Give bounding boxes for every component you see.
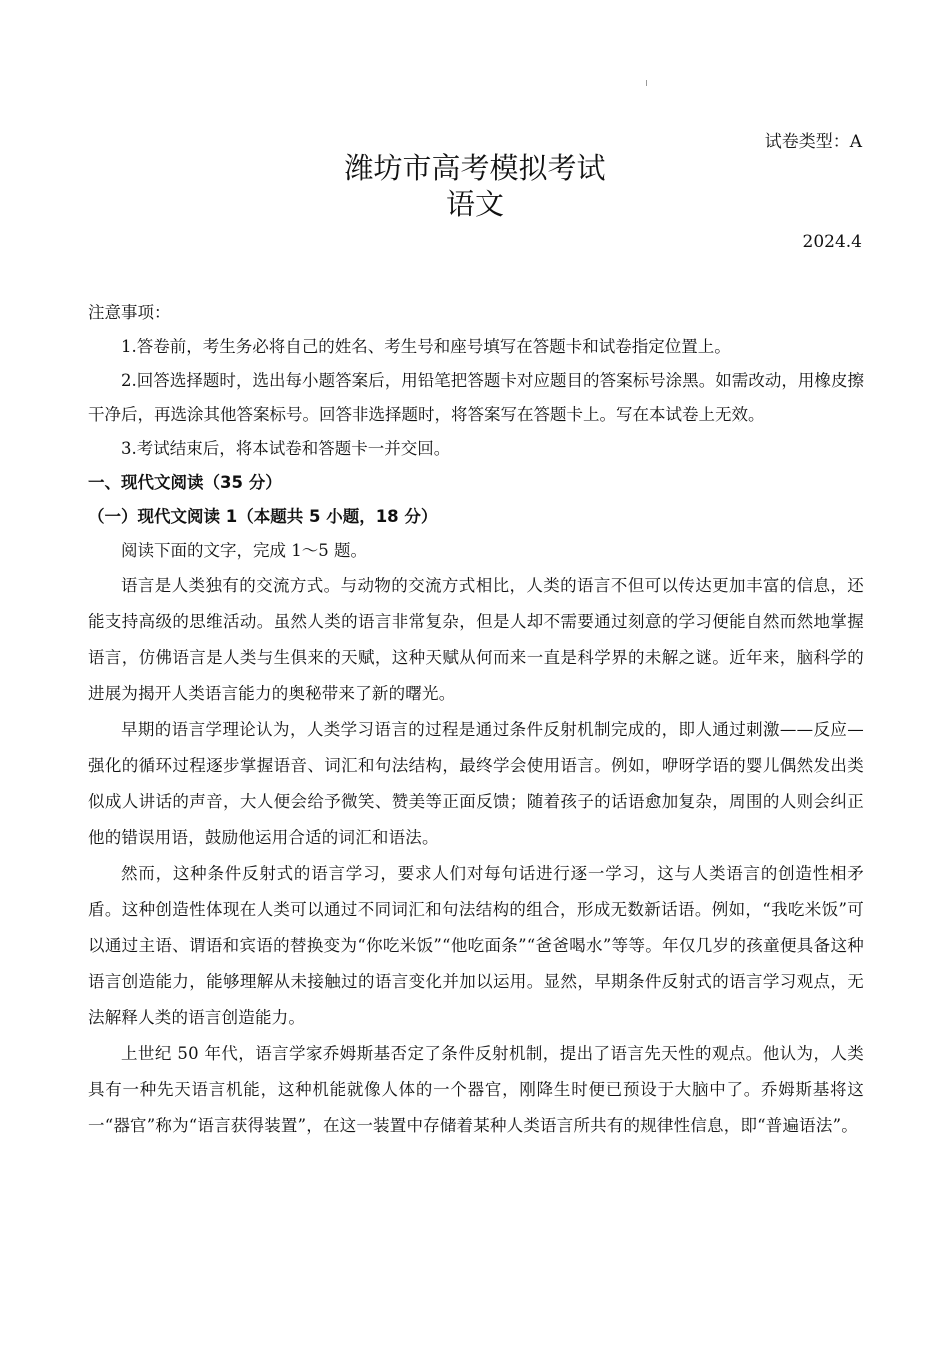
exam-date: 2024.4 — [802, 232, 862, 252]
exam-subject: 语文 — [445, 187, 504, 221]
paper-type-label: 试卷类型：A — [764, 132, 862, 152]
notice-heading: 注意事项： — [88, 303, 171, 322]
exam-content — [88, 296, 864, 1144]
print-mark — [646, 80, 647, 86]
notice-item-3: 3.考试结束后，将本试卷和答题卡一并交回。 — [121, 439, 451, 458]
section-heading: 一、现代文阅读（35 分） — [88, 473, 282, 492]
passage-paragraph-3: 然而，这种条件反射式的语言学习，要求人们对每句话进行逐一学习，这与人类语言的创造性相矛盾。这种创造性体现在人类可以通过不同词汇和句法结构的组合，形成无数新话语。例如，“我吃米饭”可以通过主语、谓语和宾语的替换变为“你吃米饭”“他吃面条”“爸爸喝水”等等。年仅几岁的孩童便具备这种语言创造能力，能够理解从未接触过的语言变化并加以运用。显然，早期条件反射式的语言学习观点，无法解释人类的语言创造能力。 — [88, 864, 864, 1027]
exam-title: 潍坊市高考模拟考试 — [344, 151, 606, 185]
passage-paragraph-4: 上世纪 50 年代，语言学家乔姆斯基否定了条件反射机制，提出了语言先天性的观点。他认为，人类具有一种先天语言机能，这种机能就像人体的一个器官，刚降生时便已预设于大脑中了。乔姆斯基将这一“器官”称为“语言获得装置”，在这一装置中存储着某种人类语言所共有的规律性信息，即“普遍语法”。 — [88, 1044, 864, 1135]
notice-item-1: 1.答卷前，考生务必将自己的姓名、考生号和座号填写在答题卡和试卷指定位置上。 — [121, 337, 731, 356]
subsection-heading: （一）现代文阅读 1（本题共 5 小题，18 分） — [88, 507, 438, 526]
passage-paragraph-2: 早期的语言学理论认为，人类学习语言的过程是通过条件反射机制完成的，即人通过刺激——反应—强化的循环过程逐步掌握语音、词汇和句法结构，最终学会使用语言。例如，咿呀学语的婴儿偶然发出类似成人讲话的声音，大人便会给予微笑、赞美等正面反馈；随着孩子的话语愈加复杂，周围的人则会纠正他的错误用语，鼓励他运用合适的词汇和语法。 — [88, 720, 864, 847]
reading-instruction: 阅读下面的文字，完成 1～5 题。 — [121, 541, 367, 560]
passage-paragraph-1: 语言是人类独有的交流方式。与动物的交流方式相比，人类的语言不但可以传达更加丰富的信息，还能支持高级的思维活动。虽然人类的语言非常复杂，但是人却不需要通过刻意的学习便能自然而然地掌握语言，仿佛语言是人类与生俱来的天赋，这种天赋从何而来一直是科学界的未解之谜。近年来，脑科学的进展为揭开人类语言能力的奥秘带来了新的曙光。 — [88, 576, 864, 703]
notice-item-2: 2.回答选择题时，选出每小题答案后，用铅笔把答题卡对应题目的答案标号涂黑。如需改动，用橡皮擦干净后，再选涂其他答案标号。回答非选择题时，将答案写在答题卡上。写在本试卷上无效。 — [88, 371, 864, 424]
